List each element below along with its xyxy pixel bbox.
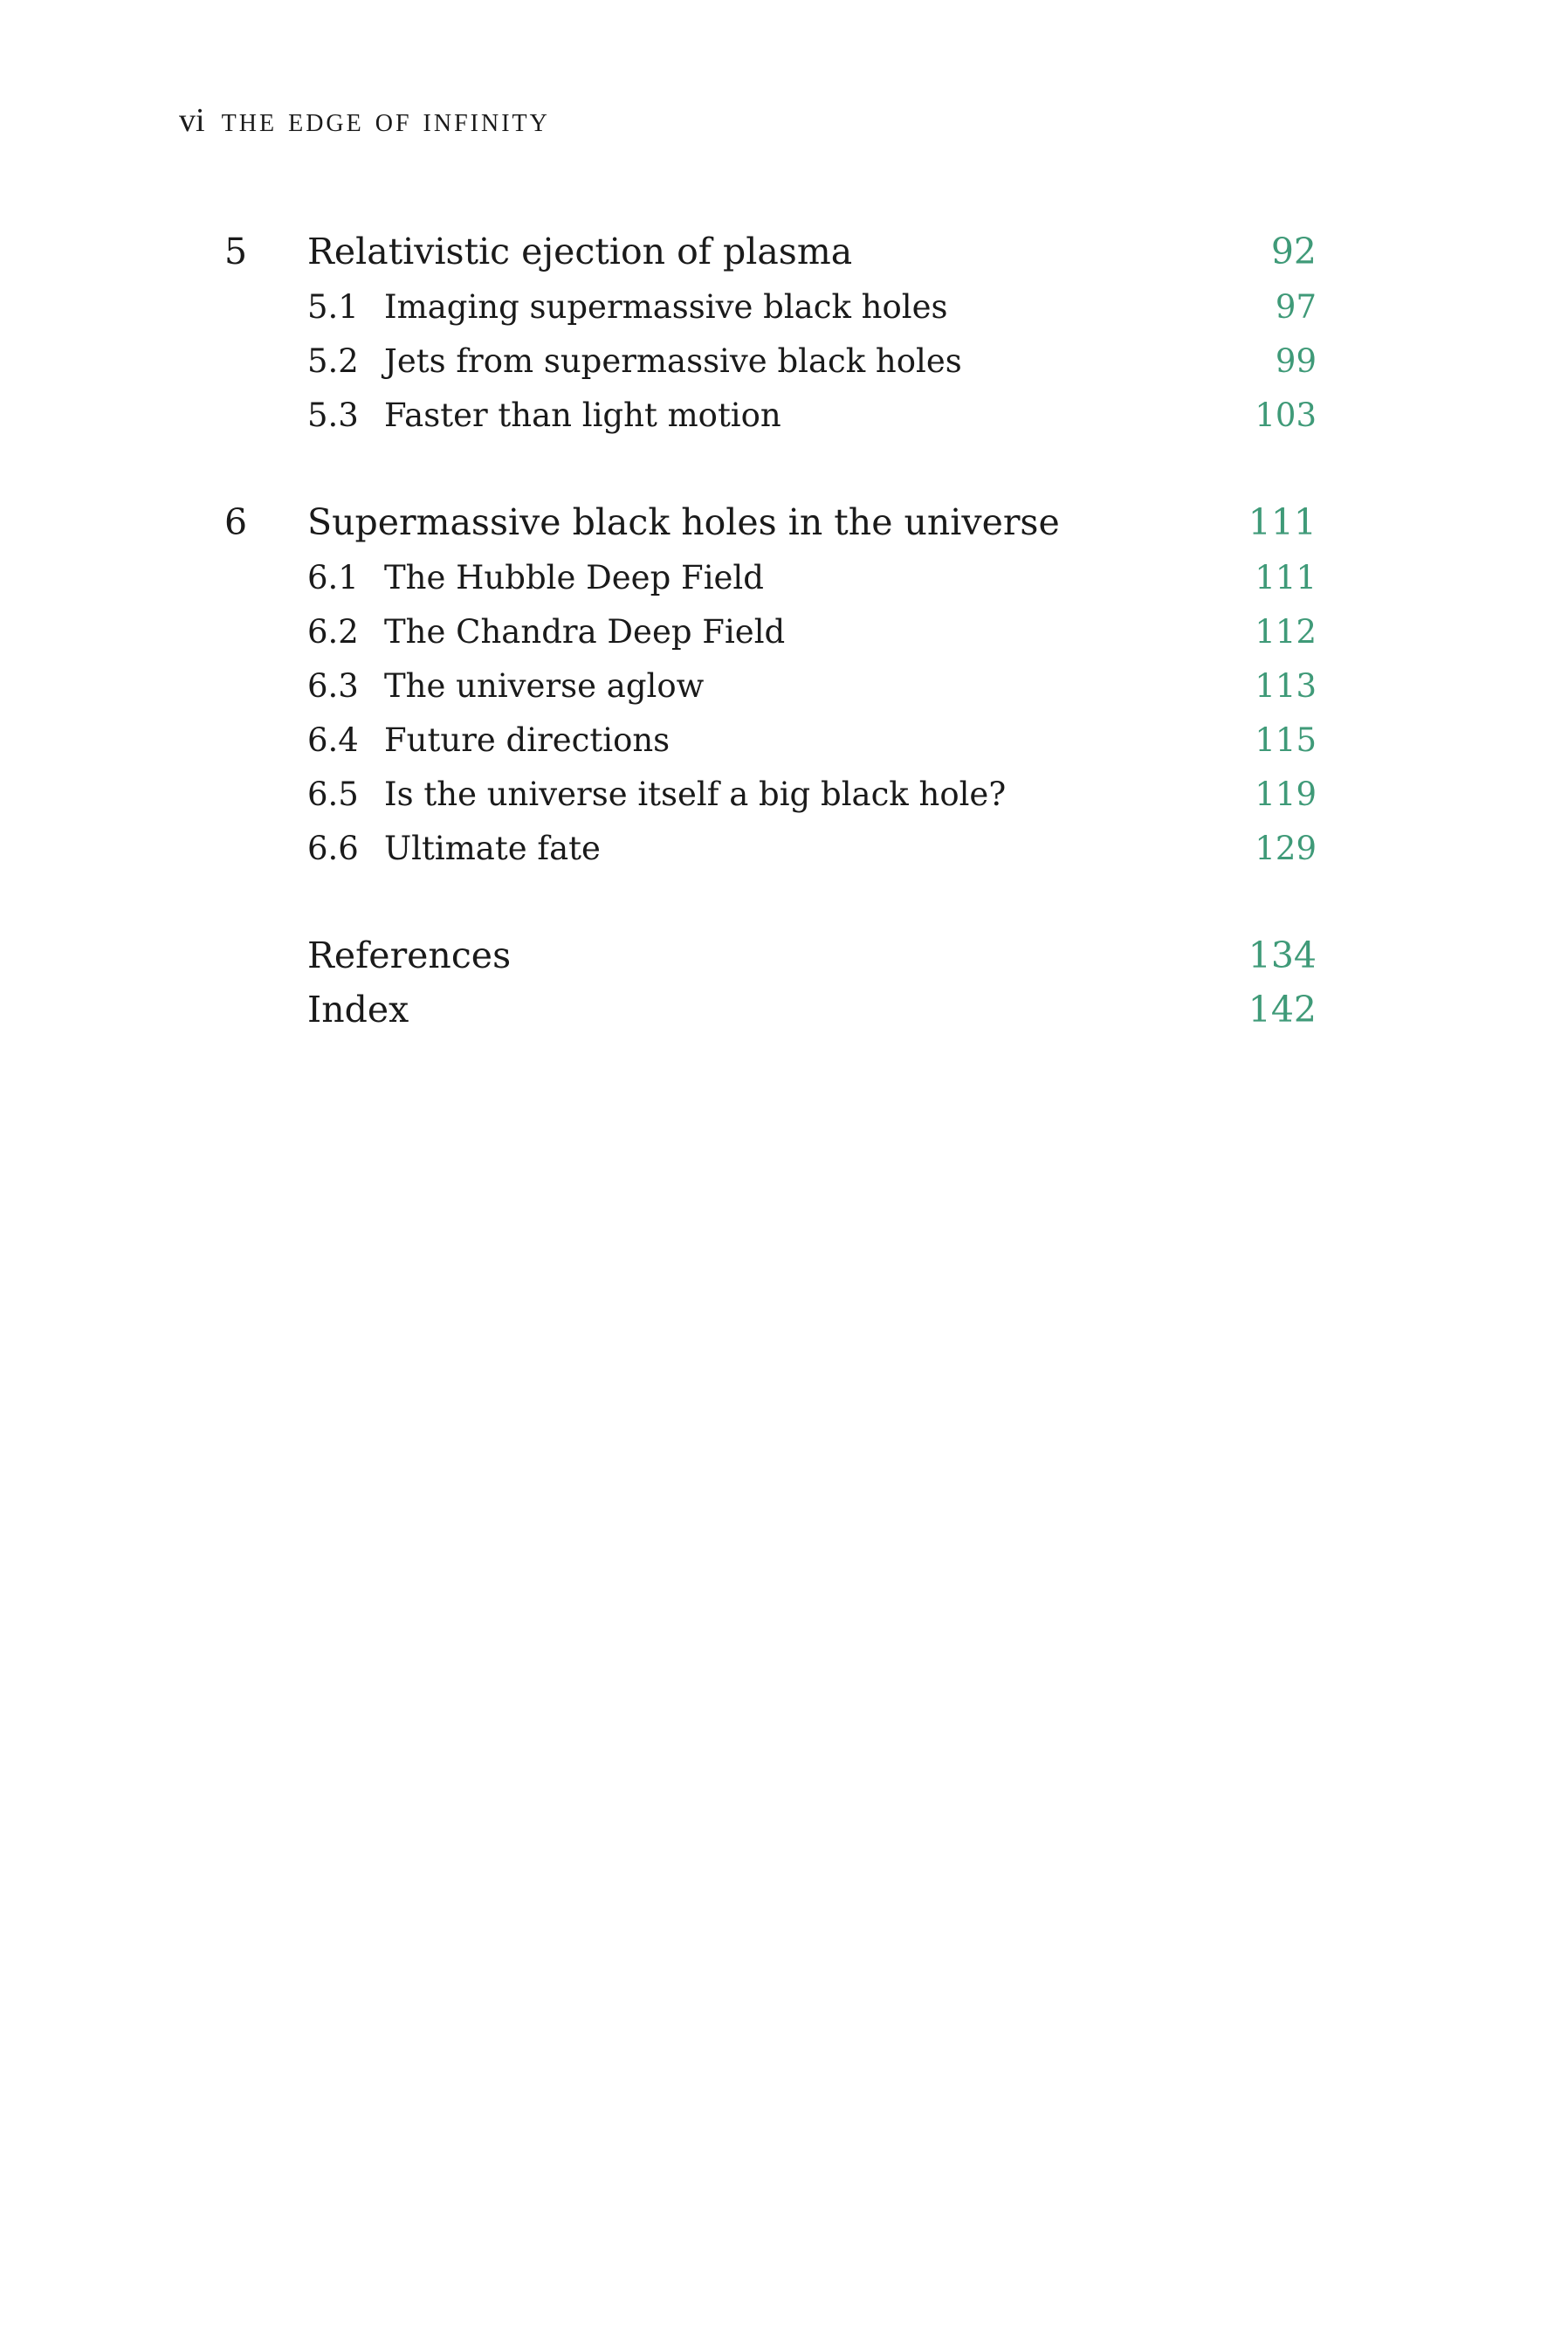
chapter-number: 5 [224, 231, 248, 272]
page-number: 129 [1255, 830, 1317, 867]
section-number: 6.4 [307, 721, 359, 759]
back-matter-title: Index [307, 989, 409, 1031]
toc-section-6-4[interactable] [0, 716, 1568, 765]
toc-section-6-5[interactable] [0, 770, 1568, 819]
toc-section-5-1[interactable] [0, 283, 1568, 332]
section-title: Future directions [384, 721, 671, 759]
section-title: The universe aglow [384, 667, 705, 705]
section-number: 6.2 [307, 613, 359, 651]
chapter-number: 6 [224, 501, 248, 543]
toc-section-5-2[interactable] [0, 337, 1568, 386]
page-number: 134 [1248, 934, 1317, 976]
toc-section-6-2[interactable] [0, 608, 1568, 657]
back-matter-title: References [307, 934, 512, 976]
toc-section-5-3[interactable] [0, 391, 1568, 440]
section-number: 5.3 [307, 396, 359, 434]
section-number: 5.1 [307, 288, 359, 326]
toc-section-6-1[interactable] [0, 554, 1568, 603]
page-number: 97 [1275, 288, 1317, 326]
page-number: 113 [1255, 667, 1317, 705]
section-title: Ultimate fate [384, 830, 601, 867]
page-number: 103 [1255, 396, 1317, 434]
page-number: 92 [1270, 231, 1317, 272]
toc-references[interactable] [0, 931, 1568, 980]
page-number: 115 [1255, 721, 1317, 759]
section-title: Is the universe itself a big black hole? [384, 776, 1007, 813]
page-number: 99 [1275, 342, 1317, 380]
page-number: 112 [1255, 613, 1317, 651]
section-title: Imaging supermassive black holes [384, 288, 948, 326]
page-number: 142 [1248, 989, 1317, 1031]
section-title: The Hubble Deep Field [384, 559, 764, 596]
section-title: Faster than light motion [384, 396, 781, 434]
chapter-title: Supermassive black holes in the universe [307, 501, 1060, 543]
page-number: 111 [1248, 501, 1317, 543]
chapter-title: Relativistic ejection of plasma [307, 231, 853, 272]
section-title: The Chandra Deep Field [384, 613, 786, 651]
toc-section-6-6[interactable] [0, 824, 1568, 873]
page-number: 119 [1255, 776, 1317, 813]
section-number: 6.5 [307, 776, 359, 813]
section-number: 6.1 [307, 559, 359, 596]
running-head-title: the edge of infinity [221, 100, 550, 139]
section-number: 5.2 [307, 342, 359, 380]
section-number: 6.6 [307, 830, 359, 867]
toc-index[interactable] [0, 985, 1568, 1034]
toc-chapter-6[interactable] [0, 498, 1568, 547]
toc-section-6-3[interactable] [0, 662, 1568, 711]
section-number: 6.3 [307, 667, 359, 705]
section-title: Jets from supermassive black holes [384, 342, 962, 380]
page-folio: vi [179, 102, 205, 139]
toc-chapter-5[interactable] [0, 227, 1568, 276]
page-number: 111 [1255, 559, 1317, 596]
